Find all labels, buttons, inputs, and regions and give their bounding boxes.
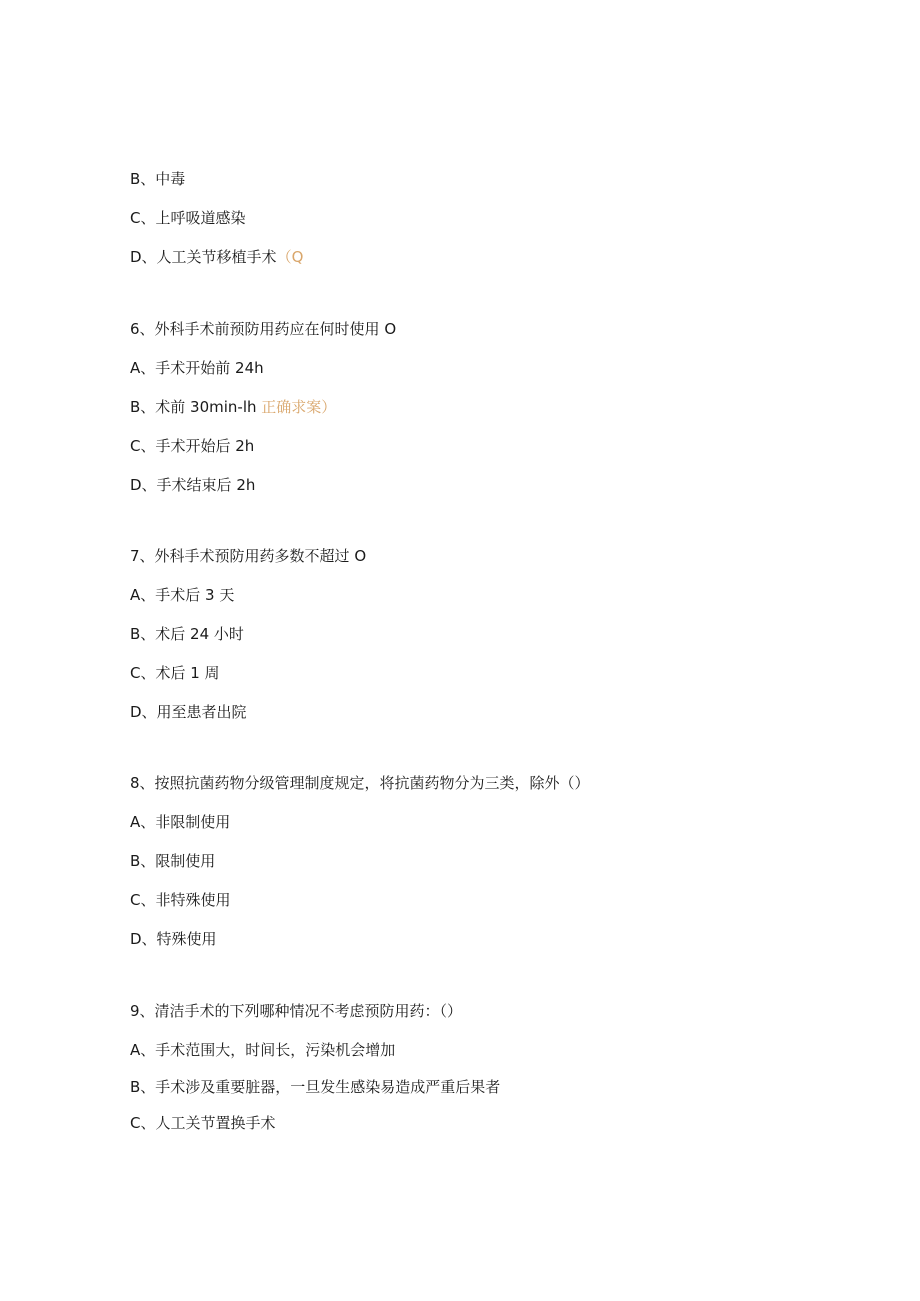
line-text: B、手术涉及重要脏器，一旦发生感染易造成严重后果者: [130, 1078, 501, 1096]
question-7: [130, 546, 366, 566]
q6-option-b: [130, 397, 336, 417]
line-text: A、手术后 3 天: [130, 586, 235, 604]
q6-option-a: [130, 358, 264, 378]
line-text: C、上呼吸道感染: [130, 209, 246, 227]
q6-option-d: [130, 475, 255, 495]
option-b-poisoning: [130, 169, 185, 189]
line-text: D、人工关节移植手术: [130, 248, 277, 266]
line-text: C、人工关节置换手术: [130, 1114, 276, 1132]
line-text: D、特殊使用: [130, 930, 217, 948]
q8-option-a: [130, 812, 230, 832]
line-text: C、手术开始后 2h: [130, 437, 255, 455]
line-text: B、限制使用: [130, 852, 216, 870]
q9-option-c: [130, 1113, 275, 1133]
question-text: 7、外科手术预防用药多数不超过 O: [130, 547, 367, 565]
line-text: D、手术结束后 2h: [130, 476, 256, 494]
q8-option-c: [130, 890, 230, 910]
question-8: [130, 773, 590, 793]
line-text: B、术后 24 小时: [130, 625, 244, 643]
q7-option-b: [130, 624, 244, 644]
q8-option-b: [130, 851, 215, 871]
line-text: D、用至患者出院: [130, 703, 247, 721]
option-d-joint-transplant: [130, 247, 303, 267]
question-9: [130, 1001, 462, 1021]
q7-option-d: [130, 702, 247, 722]
line-text: C、术后 1 周: [130, 664, 220, 682]
answer-hint: （Q: [276, 248, 304, 266]
line-text: B、中毒: [130, 170, 186, 188]
q7-option-c: [130, 663, 220, 683]
answer-hint: 正确求案）: [261, 398, 337, 416]
option-c-upper-respiratory: [130, 208, 245, 228]
q6-option-c: [130, 436, 254, 456]
question-text: 6、外科手术前预防用药应在何时使用 O: [130, 320, 397, 338]
line-text: A、手术范围大，时间长，污染机会增加: [130, 1041, 396, 1059]
q7-option-a: [130, 585, 234, 605]
line-text: B、术前 30min-lh: [130, 398, 262, 416]
question-text: 9、清洁手术的下列哪种情况不考虑预防用药：（）: [130, 1002, 463, 1020]
question-6: [130, 319, 396, 339]
q8-option-d: [130, 929, 217, 949]
question-text: 8、按照抗菌药物分级管理制度规定，将抗菌药物分为三类，除外（）: [130, 774, 590, 792]
line-text: A、手术开始前 24h: [130, 359, 264, 377]
line-text: C、非特殊使用: [130, 891, 231, 909]
q9-option-b: [130, 1077, 500, 1097]
line-text: A、非限制使用: [130, 813, 231, 831]
q9-option-a: [130, 1040, 395, 1060]
